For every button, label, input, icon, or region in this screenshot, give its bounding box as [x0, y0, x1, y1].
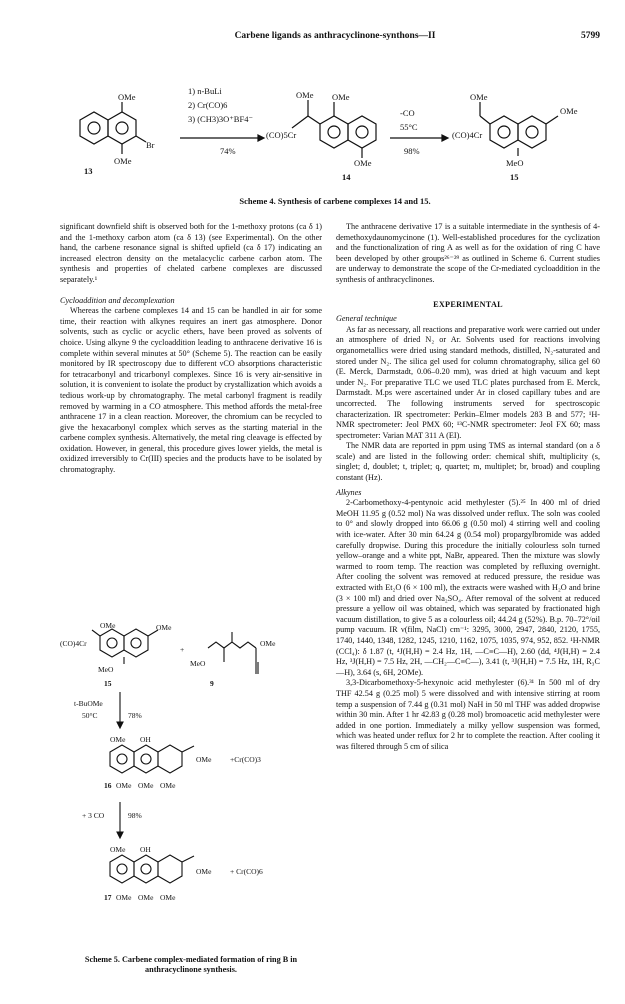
scheme-4-caption: Scheme 4. Synthesis of carbene complexes 14 and 15.: [239, 196, 431, 206]
right-column: [336, 222, 600, 753]
s5-ome-16b: OMe: [196, 755, 212, 764]
reagent-temp: 55°C: [400, 122, 418, 132]
s5-step1-solvent: t-BuOMe: [74, 699, 103, 708]
s5-meo-15: MeO: [98, 665, 114, 674]
s5-cr6: + Cr(CO)6: [230, 867, 263, 876]
label-ome-15a: OMe: [470, 92, 488, 102]
right-paragraph-2: As far as necessary, all reactions and preparative work were carried out under an atmosphere of dried N₂ or Ar. Solvents used for reactions involving organometallics were dried using standard methods, distilled, N₂-saturated and stored under N₂. The silica gel used for column chromatography, silica gel 60 (E. Merck, Darmstadt, 0.06–0.20 mm), was dried at high vacuum and kept under N₂. For preparative TLC we used TLC plates purchased from E. Merck, Darmstadt. M.ps were ascertained under Ar in closed capillary tubes and are uncorrected. The following instruments served for spectroscopic characterization. IR spectrometer: Perkin–Elmer models 283 B and 577; ¹H-NMR spectrometer: Jeol PMX 60; ¹³C-NMR spectrometer: Jeol FX 60; mass spectrometer: Varian MAT 311 A (EI).: [336, 324, 600, 440]
compound-14-label: 14: [342, 172, 351, 182]
s5-cr-15: (CO)4Cr: [60, 639, 87, 648]
compound-15-label: 15: [510, 172, 519, 182]
yield-2: 98%: [404, 146, 420, 156]
s5-ome-16c: OMe: [116, 781, 132, 790]
s5-compound-15: 15: [104, 679, 112, 688]
s5-cr3: +Cr(CO)3: [230, 755, 261, 764]
right-paragraph-3: The NMR data are reported in ppm using TMS as internal standard (on a δ scale) and are listed in the following order: chemical shift, multiplicity (s, singlet; d, doublet; t, triplet; q, quartet; m, multiplet; br, broad) and coupling constant (Hz).: [336, 441, 600, 483]
s5-ome-17d: OMe: [138, 893, 154, 902]
page-header: [70, 31, 600, 45]
s5-step1-yield: 78%: [128, 711, 142, 720]
subsection-alkynes: Alkynes: [336, 487, 362, 497]
left-paragraph-1: significant downfield shift is observed both for the 1-methoxy protons (ca δ 1) and the 1-methoxy carbon atom (ca δ 13) (see Experimental). On the other hand, the carbene resonance signal is shifted upfield (ca δ 17) indicating an increased electron density on the metalacyclic carbene carbon atom. The synthesis and properties of chelated carbene complexes are discussed separately.¹: [60, 222, 322, 284]
s5-ome-17c: OMe: [116, 893, 132, 902]
reagent-2: 2) Cr(CO)6: [188, 100, 228, 110]
section-title-cycloaddition: Cycloaddition and decomplexation: [60, 295, 175, 305]
scheme-4-figure: [70, 50, 600, 185]
label-ome-13b: OMe: [114, 156, 132, 166]
label-ome-14c: OMe: [354, 158, 372, 168]
s5-ome-17: OMe: [110, 845, 126, 854]
s5-step2-co: + 3 CO: [82, 811, 105, 820]
reagent-3: 3) (CH3)3O⁺BF4⁻: [188, 114, 253, 124]
label-br: Br: [146, 140, 155, 150]
yield-1: 74%: [220, 146, 236, 156]
s5-oh-17: OH: [140, 845, 151, 854]
s5-oh-16: OH: [140, 735, 151, 744]
s5-ome-15a: OMe: [100, 622, 116, 630]
s5-ome-16d: OMe: [138, 781, 154, 790]
label-cr-14: (CO)5Cr: [266, 130, 297, 140]
s5-ome-17b: OMe: [196, 867, 212, 876]
right-paragraph-1: The anthracene derivative 17 is a suitable intermediate in the synthesis of 4-demethoxydaunomycinone (1). Well-established procedures for the cyclization and the functionalization of ring A as well as for the oxidation of ring C have been developed by other groups²⁶⁻²⁹ as outlined in Scheme 6. Current studies are underway to demonstrate the scope of the Cr-mediated cycloaddition in the synthesis of anthracyclinones.: [336, 222, 600, 284]
scheme-5-figure: [60, 622, 322, 952]
label-meo-15: MeO: [506, 158, 524, 168]
s5-ome-15b: OMe: [156, 623, 172, 632]
s5-compound-17: 17: [104, 893, 112, 902]
s5-step1-temp: 50°C: [82, 711, 98, 720]
scheme-5-caption: Scheme 5. Carbene complex-mediated formation of ring B in anthracyclinone synthesis.: [84, 955, 298, 974]
label-ome-14a: OMe: [296, 90, 314, 100]
page-number: 5799: [581, 31, 600, 41]
subsection-general-technique: General technique: [336, 314, 397, 324]
s5-ome-9: OMe: [260, 639, 276, 648]
right-paragraph-5: 3,3-Dicarbomethoxy-5-hexynoic acid methylester (6).³¹ In 500 ml of dry THF 42.54 g (0.25 mol) 5 were dissolved and with intensive stirring at room temp a suspension of 7.44 g (0.31 mol) NaH in 50 ml THF was added dropwise within 30 min. After 1 hr 42.83 g (0.28 mol) bromoacetic acid methylester were added in one portion. Immediately a milky yellow suspension was formed, which was heated under reflux for 2 hr to complete the reaction. After cooling it was filtered through 5 cm of silica: [336, 678, 600, 751]
s5-ome-17e: OMe: [160, 893, 176, 902]
label-ome-14b: OMe: [332, 92, 350, 102]
s5-compound-16: 16: [104, 781, 112, 790]
compound-13-label: 13: [84, 166, 93, 176]
s5-ome-16: OMe: [110, 735, 126, 744]
running-title: Carbene ligands as anthracyclinone-synthons—II: [234, 31, 436, 41]
label-ome-13a: OMe: [118, 92, 136, 102]
reagent-co: -CO: [400, 108, 415, 118]
left-column: [60, 222, 322, 476]
s5-meo-9: MeO: [190, 659, 206, 668]
s5-ome-16e: OMe: [160, 781, 176, 790]
right-paragraph-4: 2-Carbomethoxy-4-pentynoic acid methylester (5).²⁵ In 400 ml of dried MeOH 11.95 g (0.52 mol) Na was dissolved under reflux. The soln was cooled to 0° and slowly dropped into 66.06 g (0.50 mol) 4 stirring well and cooling with ice-water. After 30 min 64.24 g (0.54 mol) propargylbromide was added carefully dropwise. During this procedure the initially colourless soln turned yellow–orange and a white ppt, NaBr, appeared. Then the mixture was slowly warmed to room temp. The reaction was completed by refluxing overnight. After cooling the solvent was removed at reduced pressure, the residue was extracted with Et₂O (6 × 100 ml), the extracts were washed with H₂O and brine (3 × 100 ml) and dried over Na₂SO₄. After removal of the solvent at reduced pressure a yellow oil was obtained, which was separated by fractionated high vacuum distillation, to give 5 as a colourless oil; 44.24 g (52%). B.p. 70–72°/oil pump vacuum. IR ν(film, NaCl) cm⁻¹: 3295, 3000, 2947, 2840, 2120, 1755, 1740, 1440, 1348, 1282, 1245, 1210, 1162, 1075, 1035, 974, 952, 852. ¹H-NMR (CCl₄): δ 1.87 (t, ⁴J(H,H) = 2.4 Hz, 1H, —C≡C—H), 2.60 (dd, ⁴J(H,H) = 2.4 Hz, ³J(H,H) = 7.5 Hz, 2H, —CH₂—C≡C—), 3.41 (t, ³J(H,H) = 7.5 Hz, 1H, R₃C—H), 3.64 (s, 6H, 2OMe).: [336, 498, 600, 677]
label-cr-15: (CO)4Cr: [452, 130, 483, 140]
s5-compound-9: 9: [210, 679, 214, 688]
section-title-experimental: EXPERIMENTAL: [433, 299, 503, 309]
s5-step2-yield: 98%: [128, 811, 142, 820]
s5-plus: +: [180, 645, 185, 654]
left-paragraph-2: Whereas the carbene complexes 14 and 15 can be handled in air for some time, their reaction with alkynes requires an inert gas atmosphere. Donor solvents, such as cyclic or acyclic ethers, have been proved as solvents of choice. Using alkyne 9 the cycloaddition leading to anthracene derivative 16 is complete within several minutes at 50° (Scheme 5). The reaction can be easily monitored by IR spectroscopy due to different νCO absorptions characteristic for tetracarbonyl and tricarbonyl complexes. Since 16 is very air-sensitive in solution, it is convenient to isolate the product by crystallization which avoids a tedious work-up by chromatography. The metal carbonyl fragment is readily removed by warming in a CO atmosphere. This method affords the metal-free anthracene 17 in a clean reaction. Moreover, the chromium can be recycled to give the hexacarbonyl complex which serves as the starting material in the carbene complex synthesis. Alternatively, the metal ring cleavage is effected by oxidation. However, in general, this procedure gives lower yields, the metal is oxidized irreversibly to Cr(III) species and the products have to be isolated by chromatography.: [60, 306, 322, 475]
label-ome-15b: OMe: [560, 106, 578, 116]
reagent-1: 1) n-BuLi: [188, 86, 222, 96]
